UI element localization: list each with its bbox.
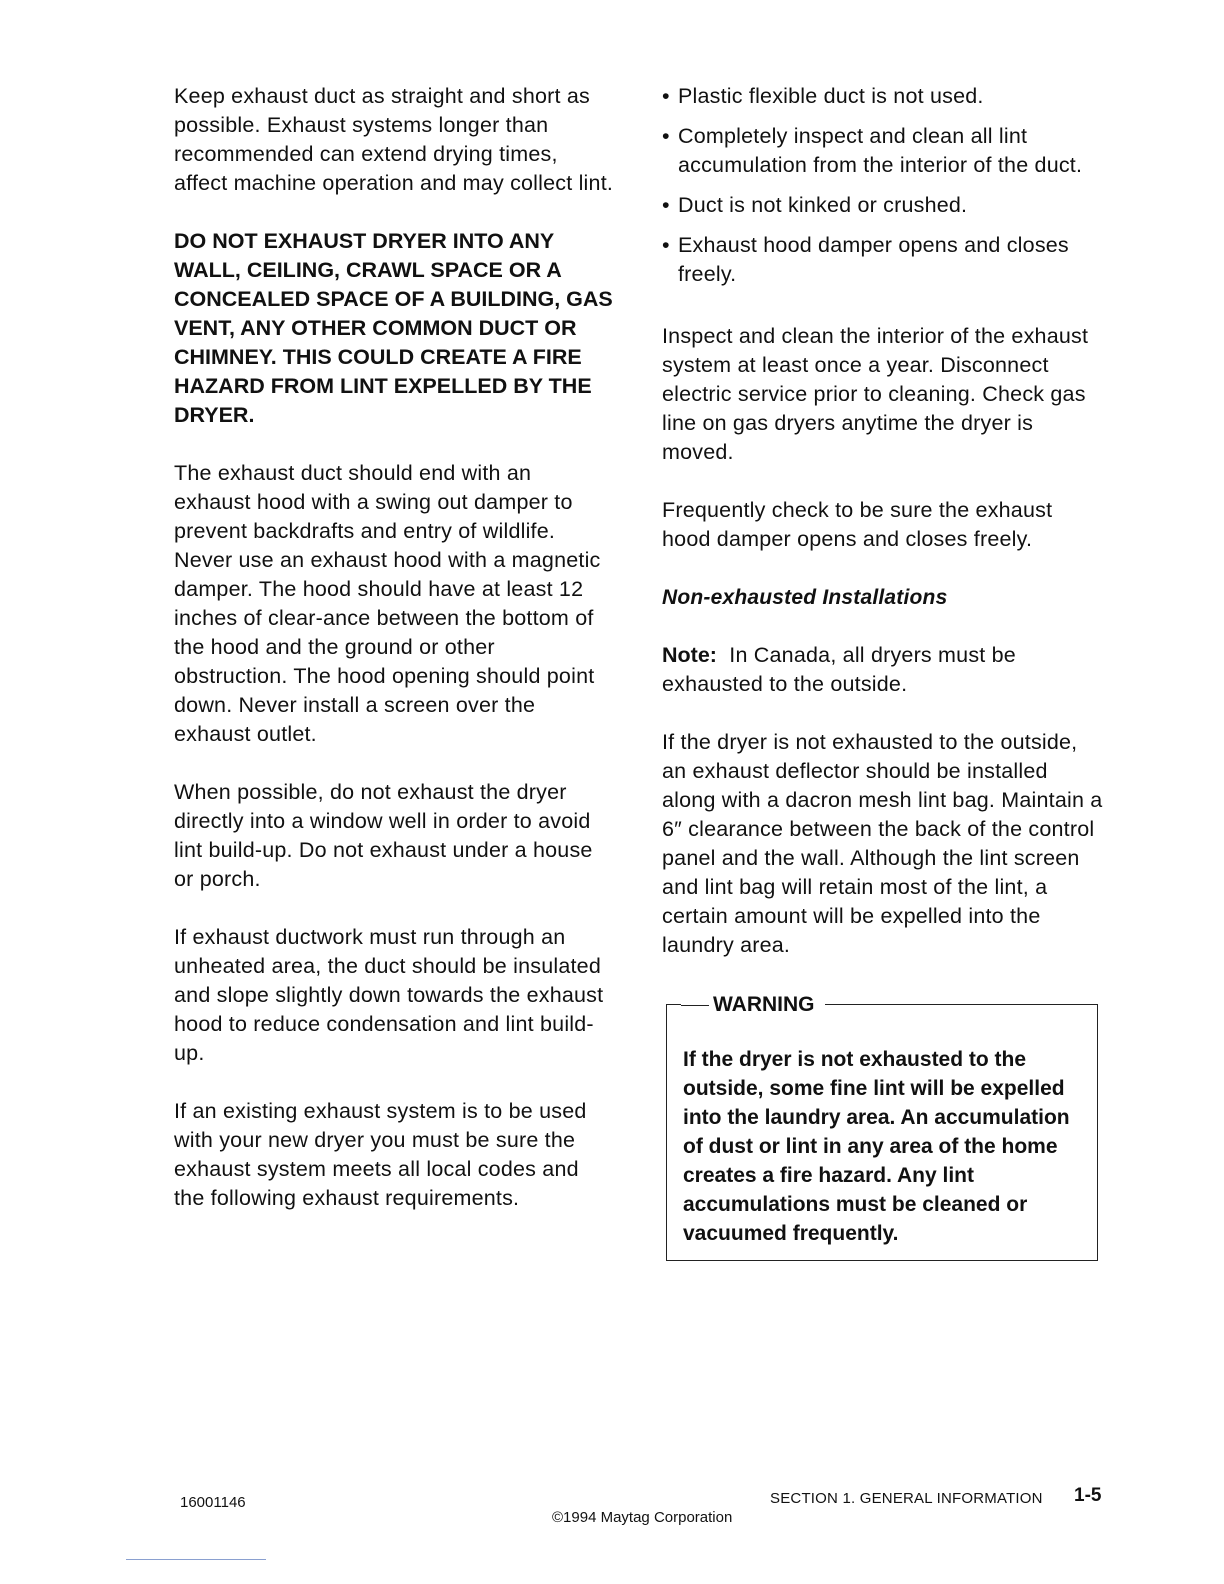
warning-text: If the dryer is not exhausted to the outside, some fine lint will be expelled into the laundry area. An accumulation of dust or lint in any area of the home creates a fire hazard. Any lint accumulations must be cleaned or vacuumed frequently. [683, 1048, 1070, 1245]
doc-number: 16001146 [180, 1494, 246, 1511]
canada-note [662, 641, 1104, 699]
warning-box [666, 993, 1098, 1261]
right-column [662, 82, 1104, 1261]
page-number: 1-5 [1074, 1485, 1102, 1506]
list-item: • Completely inspect and clean all lint accumulation from the interior of the duct. [662, 124, 1083, 177]
bottom-divider [126, 1559, 266, 1560]
non-exhausted-heading: Non-exhausted Installations [662, 586, 948, 609]
note-text: In Canada, all dryers must be exhausted to the outside. [662, 643, 1016, 696]
bullet-icon: • [662, 233, 670, 257]
list-item: • Duct is not kinked or crushed. [662, 191, 1104, 220]
exhaust-warning-caps-paragraph: DO NOT EXHAUST DRYER INTO ANY WALL, CEILING, CRAWL SPACE OR A CONCEALED SPACE OF A BUILDING, GAS VENT, ANY OTHER COMMON DUCT OR CHIMNEY. THIS COULD CREATE A FIRE HAZARD FROM LINT EXPELLED BY THE DRYER. [174, 229, 613, 427]
section-label: SECTION 1. GENERAL INFORMATION [770, 1490, 1043, 1507]
inspect-clean-paragraph: Inspect and clean the interior of the exhaust system at least once a year. Disconnect electric service prior to cleaning. Check gas line on gas dryers anytime the dryer is moved. [662, 324, 1089, 464]
window-well-paragraph: When possible, do not exhaust the dryer directly into a window well in order to avoid lint build-up. Do not exhaust under a house or porch. [174, 780, 593, 891]
copyright: ©1994 Maytag Corporation [552, 1509, 733, 1526]
bullet-icon: • [662, 124, 670, 148]
bullet-icon: • [662, 84, 670, 108]
list-item: • Plastic flexible duct is not used. [662, 82, 1104, 111]
duct-straight-paragraph: Keep exhaust duct as straight and short as possible. Exhaust systems longer than recommended can extend drying times, affect machine operation and may collect lint. [174, 84, 614, 195]
note-label: Note: [662, 643, 717, 667]
exhaust-hood-paragraph: The exhaust duct should end with an exhaust hood with a swing out damper to prevent backdrafts and entry of wildlife. Never use an exhaust hood with a magnetic damper. The hood should have at least 12 inches of clear-ance between the bottom of the hood and the ground or other obstruction. The hood opening should point down. Never install a screen over the exhaust outlet. [174, 461, 601, 746]
warning-title: WARNING [681, 992, 825, 1018]
existing-system-paragraph: If an existing exhaust system is to be used with your new dryer you must be sure the exhaust system meets all local codes and the following exhaust requirements. [174, 1099, 587, 1210]
exhaust-requirements-list [662, 82, 1104, 289]
check-damper-paragraph: Frequently check to be sure the exhaust hood damper opens and closes freely. [662, 498, 1053, 551]
bullet-icon: • [662, 193, 670, 217]
left-column [174, 82, 614, 1213]
list-item: • Exhaust hood damper opens and closes freely. [662, 233, 1069, 286]
unheated-area-paragraph: If exhaust ductwork must run through an unheated area, the duct should be insulated and slope slightly down towards the exhaust hood to reduce condensation and lint build-up. [174, 925, 604, 1065]
deflector-paragraph: If the dryer is not exhausted to the outside, an exhaust deflector should be installed along with a dacron mesh lint bag. Maintain a 6″ clearance between the back of the control panel and the wall. Although the lint screen and lint bag will retain most of the lint, a certain amount will be expelled into the laundry area. [662, 730, 1103, 957]
